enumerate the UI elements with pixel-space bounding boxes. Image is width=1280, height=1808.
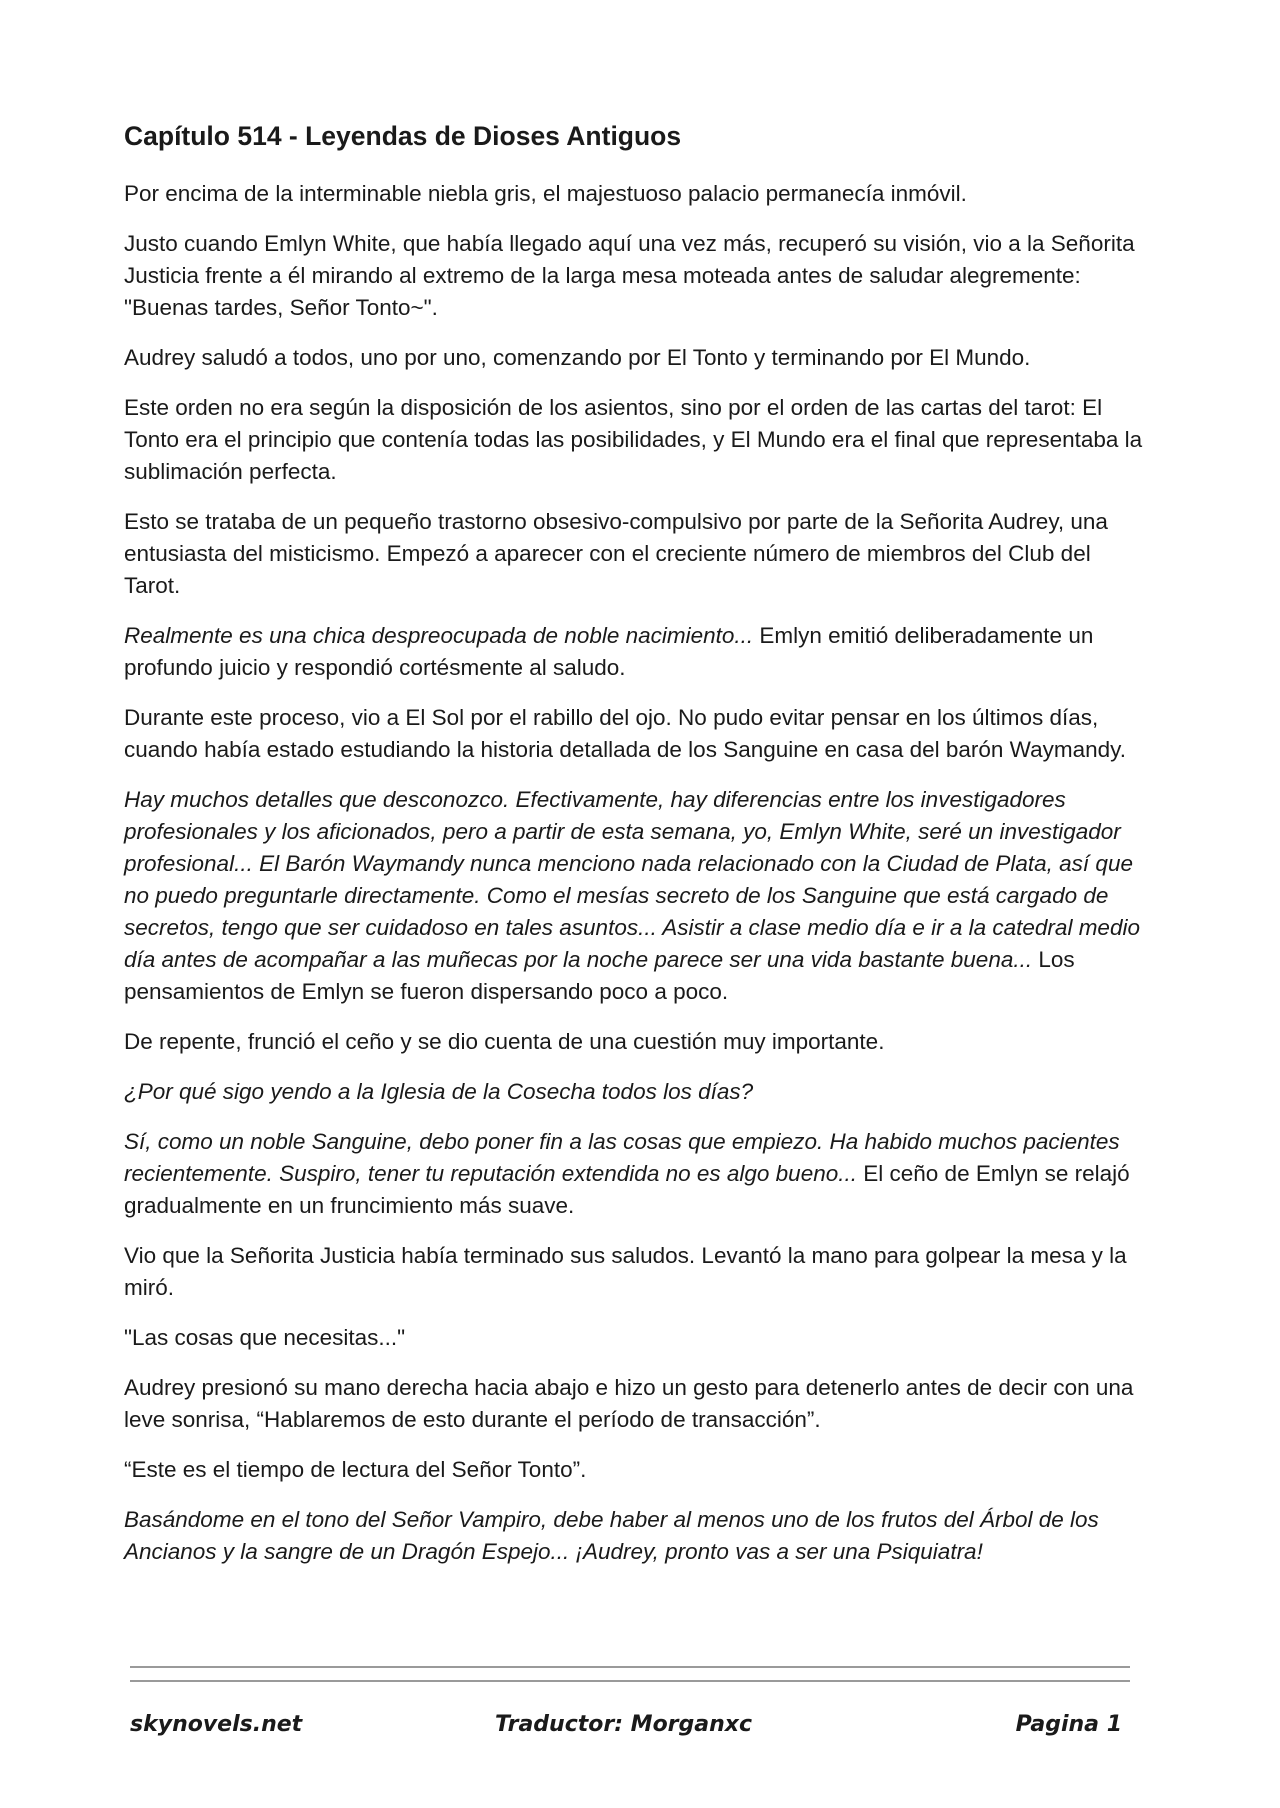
- paragraph: [124, 1322, 1144, 1354]
- text-segment: De repente, frunció el ceño y se dio cuenta de una cuestión muy importante.: [124, 1029, 885, 1054]
- text-segment: Vio que la Señorita Justicia había terminado sus saludos. Levantó la mano para golpear la mesa y la miró.: [124, 1243, 1127, 1300]
- italic-text-segment: Sí, como un noble Sanguine, debo poner fin a las cosas que empiezo. Ha habido muchos pacientes recientemente. Suspiro, tener tu reputación extendida no es algo bueno...: [124, 1129, 1120, 1186]
- document-body: [124, 118, 1144, 1586]
- footer-site: skynovels.net: [130, 1712, 303, 1737]
- text-segment: Emlyn emitió deliberadamente un profundo juicio y respondió cortésmente al saludo.: [124, 623, 1094, 680]
- text-segment: Durante este proceso, vio a El Sol por el rabillo del ojo. No pudo evitar pensar en los últimos días, cuando había estado estudiando la historia detallada de los Sanguine en casa del barón Waymandy.: [124, 705, 1126, 762]
- paragraph: [124, 228, 1144, 324]
- paragraph: [124, 392, 1144, 488]
- paragraph: [124, 702, 1144, 766]
- paragraph: [124, 1126, 1144, 1222]
- paragraph: [124, 1026, 1144, 1058]
- paragraph: [124, 1504, 1144, 1568]
- footer-divider-top: [130, 1666, 1130, 1668]
- footer-divider-bottom: [130, 1680, 1130, 1682]
- footer-page-number: Pagina 1: [1015, 1712, 1122, 1737]
- paragraph: [124, 1454, 1144, 1486]
- text-segment: Los pensamientos de Emlyn se fueron dispersando poco a poco.: [124, 947, 1075, 1004]
- text-segment: El ceño de Emlyn se relajó gradualmente en un fruncimiento más suave.: [124, 1161, 1130, 1218]
- italic-text-segment: Basándome en el tono del Señor Vampiro, debe haber al menos uno de los frutos del Árbol de los Ancianos y la sangre de un Dragón Espejo... ¡Audrey, pronto vas a ser una Psiquiatra!: [124, 1507, 1099, 1564]
- text-segment: Justo cuando Emlyn White, que había llegado aquí una vez más, recuperó su visión, vio a la Señorita Justicia frente a él mirando al extremo de la larga mesa moteada antes de saludar alegremente: "Buenas tardes, Señor Tonto~".: [124, 231, 1135, 320]
- text-segment: Audrey saludó a todos, uno por uno, comenzando por El Tonto y terminando por El Mundo.: [124, 345, 1031, 370]
- italic-text-segment: Realmente es una chica despreocupada de noble nacimiento...: [124, 623, 754, 648]
- paragraph: [124, 784, 1144, 1008]
- text-segment: Audrey presionó su mano derecha hacia abajo e hizo un gesto para detenerlo antes de decir con una leve sonrisa, “Hablaremos de esto durante el período de transacción”.: [124, 1375, 1134, 1432]
- italic-text-segment: Hay muchos detalles que desconozco. Efectivamente, hay diferencias entre los investigadores profesionales y los aficionados, pero a partir de esta semana, yo, Emlyn White, seré un investigador profesional... El Barón Waymandy nunca menciono nada relacionado con la Ciudad de Plata, así que no puedo preguntarle directamente. Como el mesías secreto de los Sanguine que está cargado de secretos, tengo que ser cuidadoso en tales asuntos... Asistir a clase medio día e ir a la catedral medio día antes de acompañar a las muñecas por la noche parece ser una vida bastante buena...: [124, 787, 1140, 972]
- italic-text-segment: ¿Por qué sigo yendo a la Iglesia de la Cosecha todos los días?: [124, 1079, 754, 1104]
- paragraph: [124, 1240, 1144, 1304]
- chapter-title: Capítulo 514 - Leyendas de Dioses Antiguos: [124, 121, 682, 151]
- text-segment: “Este es el tiempo de lectura del Señor Tonto”.: [124, 1457, 587, 1482]
- paragraph: [124, 178, 1144, 210]
- text-segment: Este orden no era según la disposición de los asientos, sino por el orden de las cartas del tarot: El Tonto era el principio que contenía todas las posibilidades, y El Mundo era el final que representaba la sublimación perfecta.: [124, 395, 1143, 484]
- text-segment: "Las cosas que necesitas...": [124, 1325, 406, 1350]
- paragraph: [124, 620, 1144, 684]
- paragraph-list: [124, 178, 1144, 1568]
- text-segment: Esto se trataba de un pequeño trastorno obsesivo-compulsivo por parte de la Señorita Audrey, una entusiasta del misticismo. Empezó a aparecer con el creciente número de miembros del Club del Tarot.: [124, 509, 1108, 598]
- paragraph: [124, 506, 1144, 602]
- paragraph: [124, 1372, 1144, 1436]
- paragraph: [124, 342, 1144, 374]
- footer-translator: Traductor: Morganxc: [495, 1712, 753, 1737]
- text-segment: Por encima de la interminable niebla gris, el majestuoso palacio permanecía inmóvil.: [124, 181, 967, 206]
- paragraph: [124, 1076, 1144, 1108]
- page-footer: [130, 1712, 1130, 1748]
